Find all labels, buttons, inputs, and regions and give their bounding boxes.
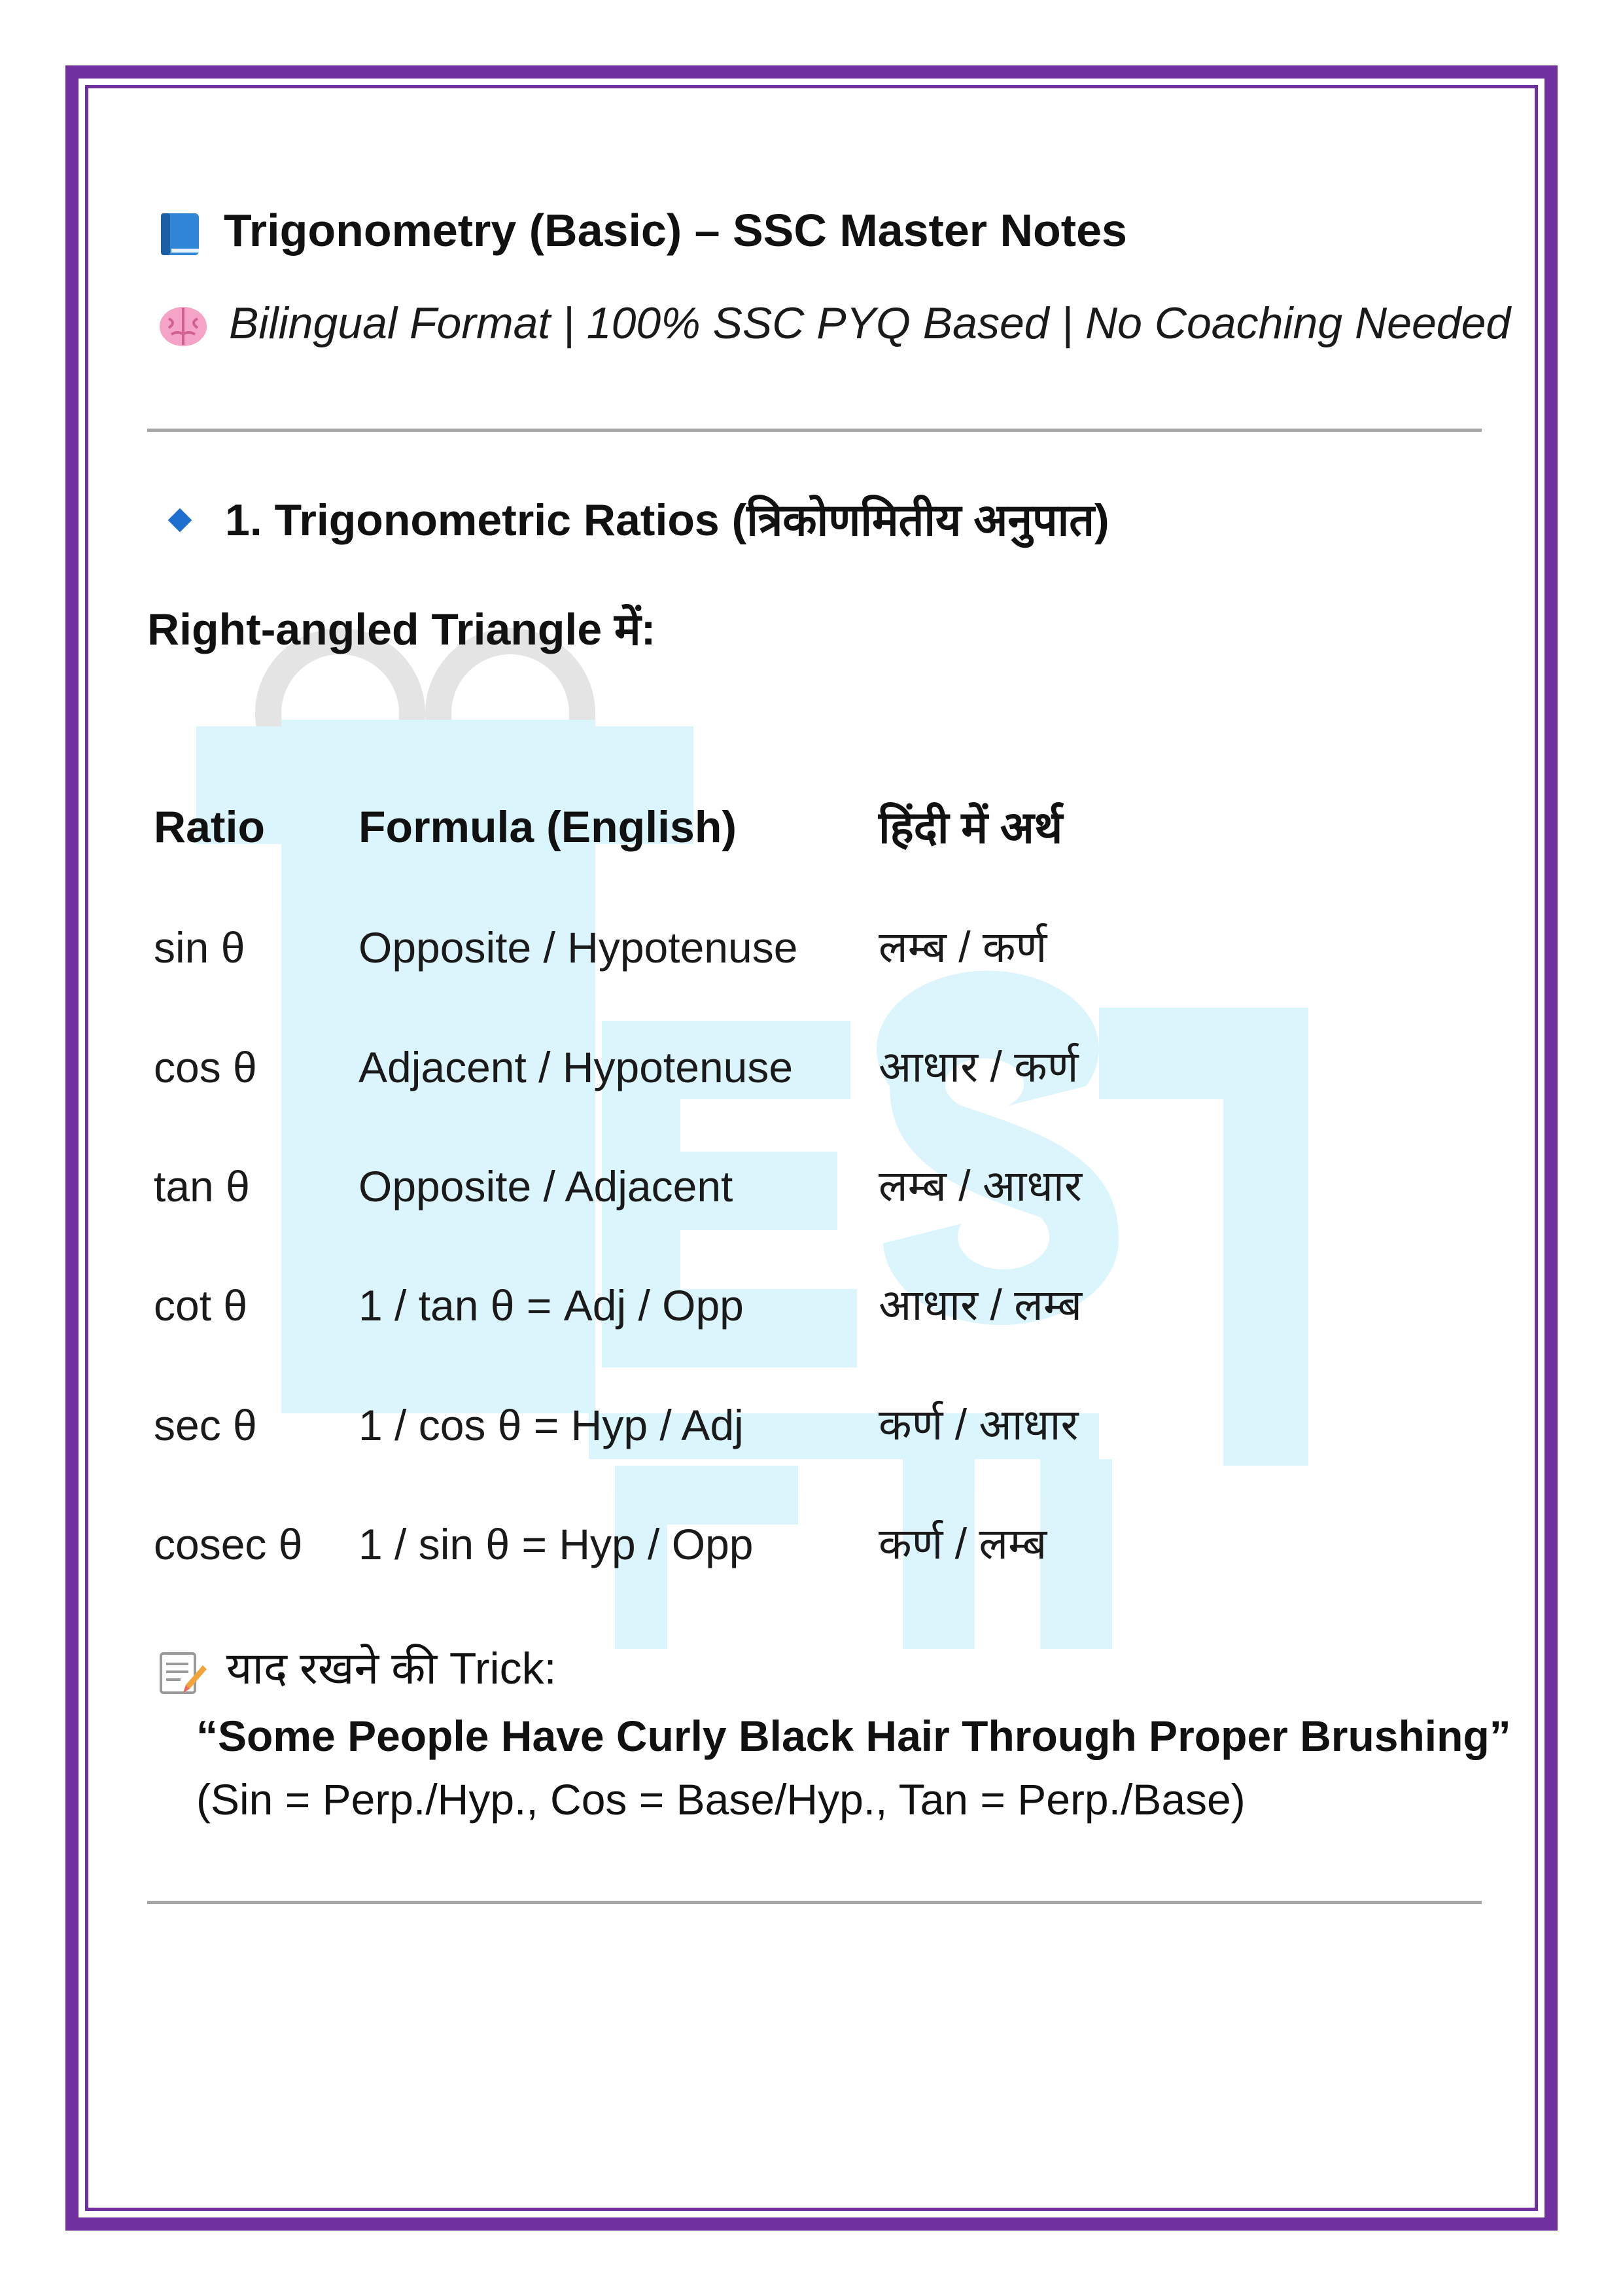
table-cell-formula: Opposite / Hypotenuse <box>358 923 798 972</box>
trick-heading: याद रखने की Trick: <box>226 1644 557 1693</box>
trick-heading-line <box>157 1636 557 1697</box>
blue-book-icon <box>157 211 204 258</box>
memo-icon <box>157 1647 207 1697</box>
table-cell-hindi: लम्ब / कर्ण <box>879 923 1047 971</box>
table-cell-hindi: आधार / कर्ण <box>879 1042 1079 1091</box>
brain-icon <box>157 303 209 350</box>
document-subtitle-line <box>157 298 1510 350</box>
table-cell-hindi: आधार / लम्ब <box>879 1280 1083 1329</box>
table-header-ratio: Ratio <box>154 802 265 852</box>
table-cell-ratio: cot θ <box>154 1281 248 1330</box>
table-cell-ratio: cosec θ <box>154 1520 303 1568</box>
section-heading: 1. Trigonometric Ratios (त्रिकोणमितीय अनुपात) <box>225 495 1109 545</box>
divider-bottom <box>147 1901 1482 1904</box>
table-cell-formula: 1 / cos θ = Hyp / Adj <box>358 1401 744 1449</box>
table-cell-hindi: कर्ण / आधार <box>879 1400 1079 1449</box>
table-cell-formula: Adjacent / Hypotenuse <box>358 1043 794 1091</box>
document-title-line <box>157 204 1127 258</box>
trick-explanation: (Sin = Perp./Hyp., Cos = Base/Hyp., Tan = Perp./Base) <box>196 1775 1246 1824</box>
table-header-hindi: हिंदी में अर्थ <box>879 803 1063 853</box>
document-subtitle: Bilingual Format | 100% SSC PYQ Based | No Coaching Needed <box>229 298 1511 348</box>
section-intro: Right-angled Triangle में: <box>147 605 656 654</box>
trick-mnemonic: “Some People Have Curly Black Hair Through Proper Brushing” <box>196 1712 1511 1760</box>
table-cell-ratio: sin θ <box>154 923 245 972</box>
table-header-formula: Formula (English) <box>358 802 737 852</box>
table-cell-formula: Opposite / Adjacent <box>358 1162 733 1210</box>
page-border-inner <box>85 85 1538 2211</box>
table-cell-ratio: tan θ <box>154 1162 250 1210</box>
table-cell-ratio: cos θ <box>154 1043 257 1091</box>
divider-top <box>147 429 1482 432</box>
table-cell-formula: 1 / sin θ = Hyp / Opp <box>358 1520 754 1568</box>
table-cell-ratio: sec θ <box>154 1401 257 1449</box>
table-cell-hindi: कर्ण / लम्ब <box>879 1519 1047 1568</box>
blue-diamond-icon <box>168 508 192 533</box>
document-title: Trigonometry (Basic) – SSC Master Notes <box>224 205 1127 256</box>
section-heading-line <box>157 487 1109 548</box>
table-cell-formula: 1 / tan θ = Adj / Opp <box>358 1281 744 1330</box>
table-cell-hindi: लम्ब / आधार <box>879 1161 1083 1210</box>
